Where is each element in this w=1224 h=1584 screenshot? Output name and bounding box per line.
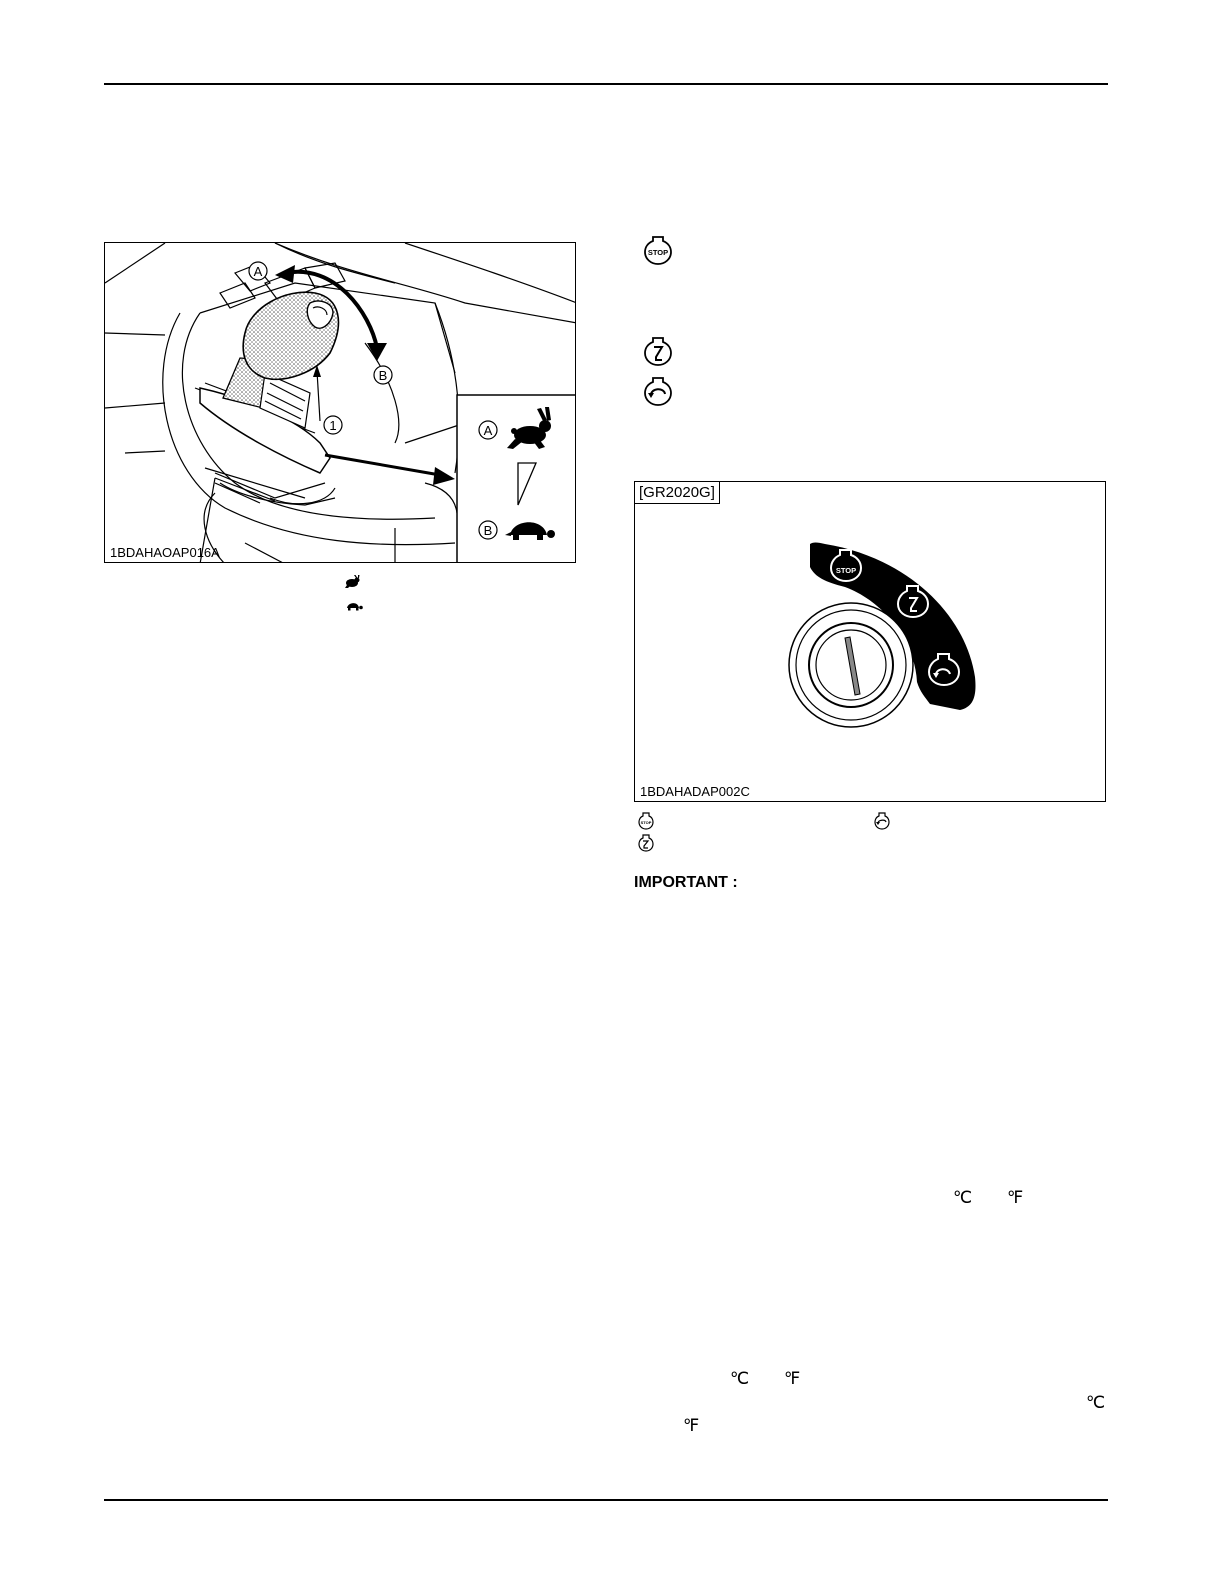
start-small-icon bbox=[874, 812, 890, 830]
throttle-illustration bbox=[105, 243, 576, 563]
unit-fahrenheit-3: ℉ bbox=[683, 1416, 700, 1435]
preheat-icon bbox=[642, 335, 674, 367]
unit-celsius-1: ℃ bbox=[953, 1188, 973, 1207]
rabbit-small-icon bbox=[345, 575, 361, 589]
key-switch-figure bbox=[634, 481, 1106, 802]
stop-small-icon bbox=[638, 812, 654, 830]
model-label: [GR2020G] bbox=[634, 481, 720, 504]
callout-1: 1 bbox=[329, 418, 337, 433]
key-switch-illustration bbox=[635, 482, 1106, 802]
key-switch-stop-text: STOP bbox=[835, 566, 857, 575]
inset-callout-b: B bbox=[483, 523, 493, 538]
preheat-small-icon bbox=[638, 834, 654, 852]
unit-celsius-3: ℃ bbox=[1086, 1393, 1106, 1412]
stop-small-icon-text: STOP bbox=[640, 820, 652, 825]
turtle-small-icon bbox=[345, 600, 363, 612]
inset-callout-a: A bbox=[483, 423, 493, 438]
unit-fahrenheit-2: ℉ bbox=[784, 1369, 801, 1388]
stop-icon bbox=[642, 234, 674, 266]
unit-fahrenheit-1: ℉ bbox=[1007, 1188, 1024, 1207]
start-icon bbox=[642, 375, 674, 407]
callout-b: B bbox=[378, 368, 388, 383]
header-rule bbox=[104, 83, 1108, 85]
important-label: IMPORTANT : bbox=[634, 874, 738, 891]
callout-a: A bbox=[253, 264, 263, 279]
unit-celsius-2: ℃ bbox=[730, 1369, 750, 1388]
throttle-figure bbox=[104, 242, 576, 563]
stop-icon-text: STOP bbox=[647, 248, 669, 257]
key-switch-figure-code: 1BDAHADAP002C bbox=[640, 784, 750, 799]
footer-rule bbox=[104, 1499, 1108, 1501]
throttle-figure-code: 1BDAHAOAP016A bbox=[110, 545, 220, 560]
